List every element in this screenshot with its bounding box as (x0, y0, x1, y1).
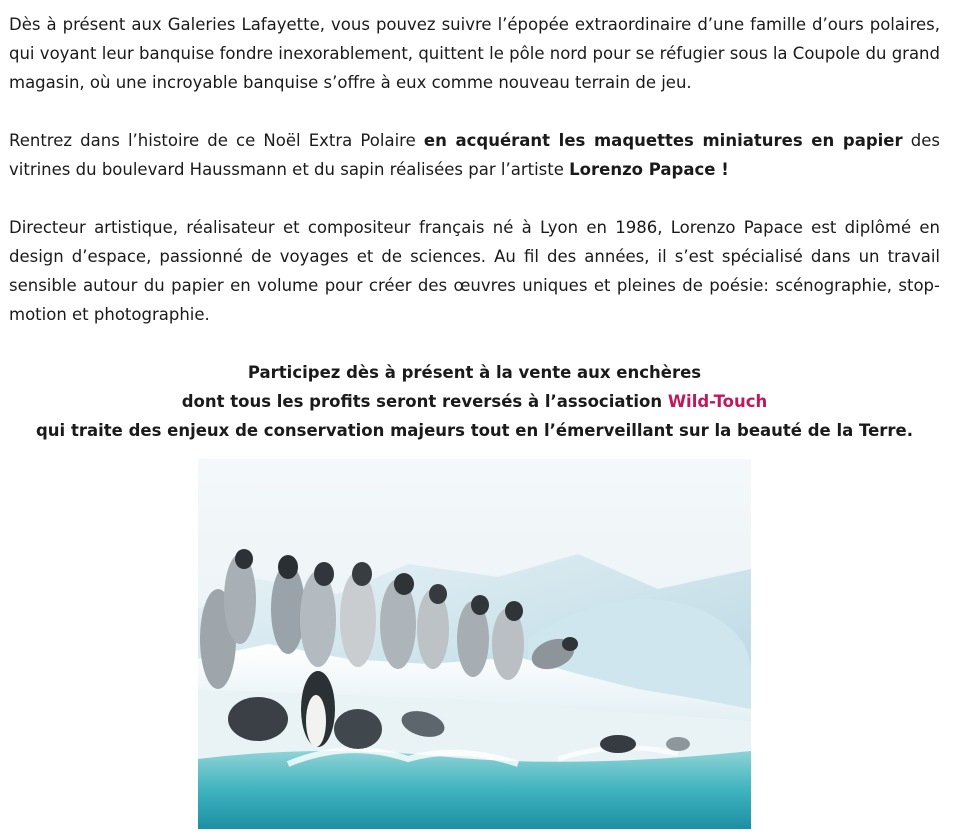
acquisition-text-start: Rentrez dans l’histoire de ce Noël Extra Polaire (9, 131, 424, 150)
callout-line-3: qui traite des enjeux de conservation majeurs tout en l’émerveillant sur la beauté de la Terre. (35, 421, 914, 440)
wild-touch-link[interactable]: Wild-Touch (667, 392, 768, 411)
acquisition-text-mid: des vitrines du boulevard Haussmann et du sapin réalisées par l’artiste (9, 131, 940, 179)
article-body (9, 10, 940, 445)
callout-line-2 (9, 387, 940, 416)
intro-paragraph: Dès à présent aux Galeries Lafayette, vous pouvez suivre l’épopée extraordinaire d’une famille d’ours polaires, qui voyant leur banquise fondre inexorablement, quittent le pôle nord pour se réfugier sous la Coupole du grand magasin, où une incroyable banquise s’offre à eux comme nouveau terrain de jeu. (9, 15, 940, 92)
auction-callout (9, 358, 940, 445)
acquisition-text-end: ! (715, 160, 729, 179)
artist-bio-paragraph: Directeur artistique, réalisateur et compositeur français né à Lyon en 1986, Lorenzo Papace est diplômé en design d’espace, passionné de voyages et de sciences. Au fil des années, il s’est spécialisé dans un travail sensible autour du papier en volume pour créer des œuvres uniques et pleines de poésie: scénographie, stop-motion et photographie. (9, 218, 940, 324)
callout-line-2-text: dont tous les profits seront reversés à l’association (181, 392, 668, 411)
penguins-photo (198, 459, 751, 829)
callout-line-1: Participez dès à présent à la vente aux enchères (247, 363, 702, 382)
acquisition-paragraph (9, 126, 940, 184)
artist-name: Lorenzo Papace (569, 160, 716, 179)
acquisition-highlight: en acquérant les maquettes miniatures en papier (423, 131, 903, 150)
